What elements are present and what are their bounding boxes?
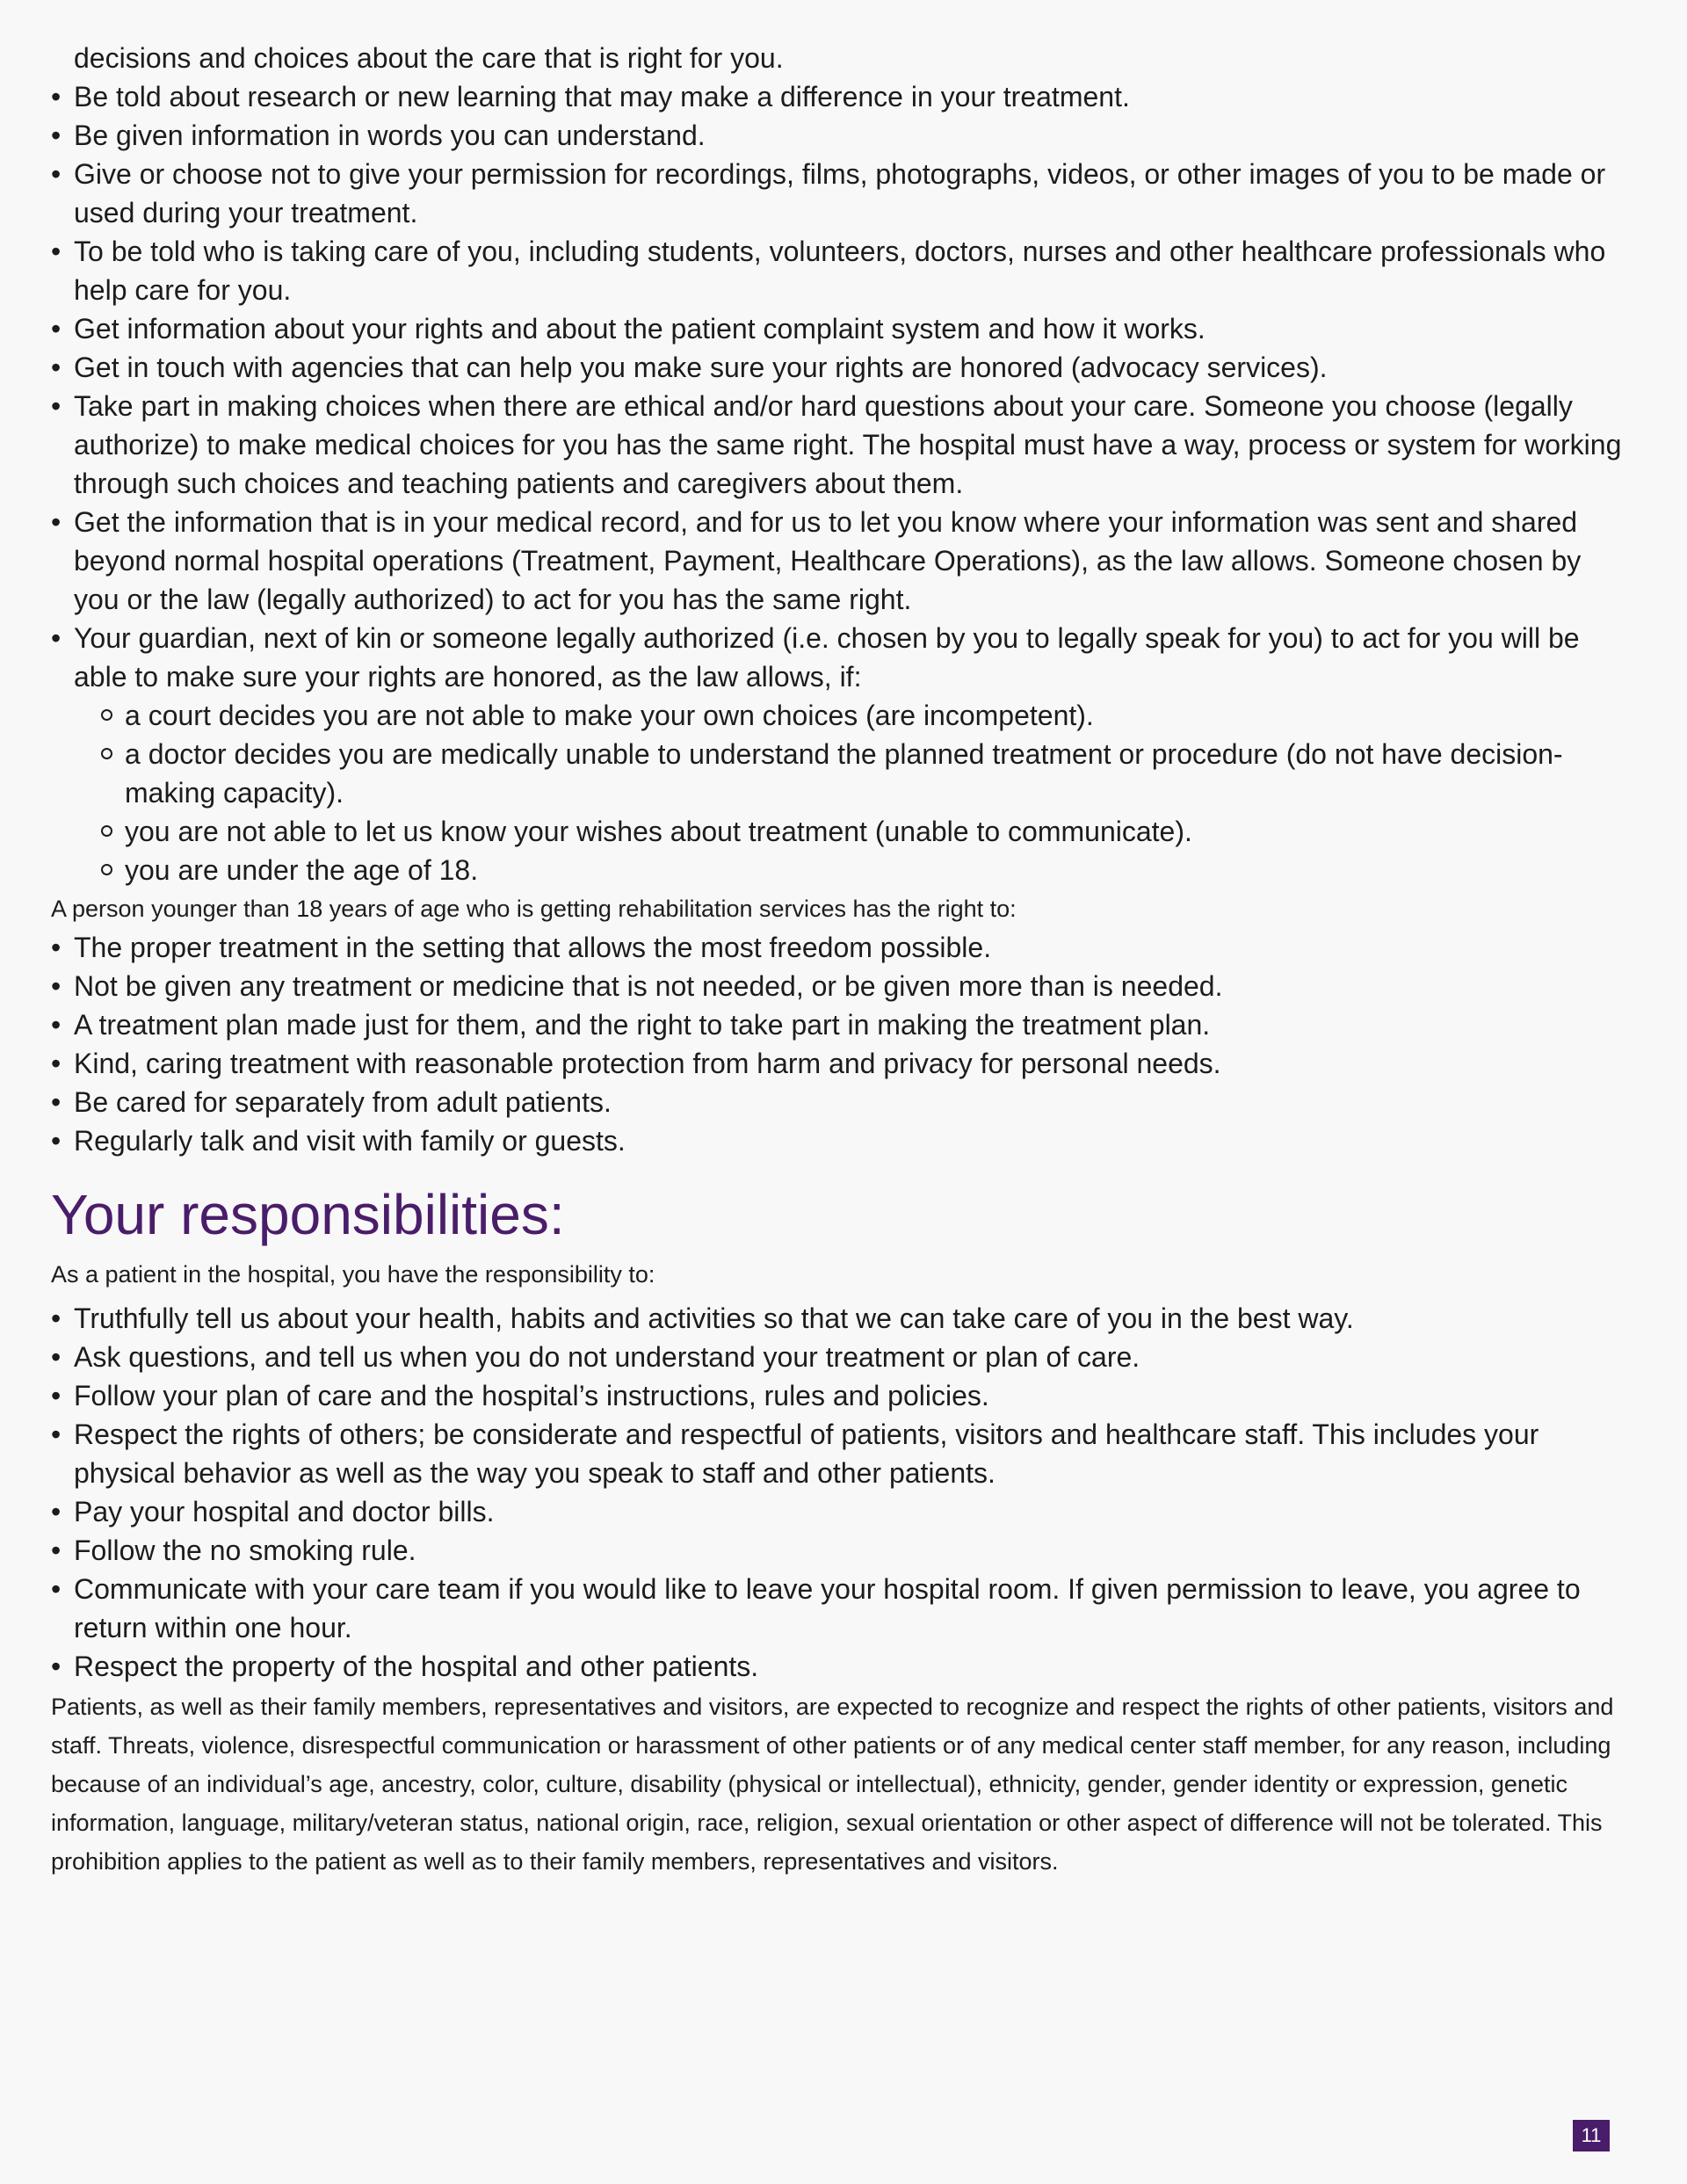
bullet-icon: • [51,1419,62,1450]
bullet-icon: • [51,352,62,383]
bullet-icon: • [51,1048,62,1079]
list-item-text: Be cared for separately from adult patients. [74,1086,612,1118]
list-item [51,503,1633,619]
bullet-icon: • [51,313,62,345]
list-item [51,309,1633,348]
sub-list-item [51,696,1633,735]
sub-list-item-text: you are under the age of 18. [125,854,479,886]
bullet-icon: • [51,158,62,190]
bullet-icon: • [51,1341,62,1373]
list-item-text: Respect the property of the hospital and other patients. [74,1651,759,1682]
list-item-text: Your guardian, next of kin or someone legally authorized (i.e. chosen by you to legally speak for you) to act for you will be able to make sure your rights are honored, as the law allows, if: [74,622,1580,693]
list-item-text: Pay your hospital and doctor bills. [74,1496,495,1527]
hollow-circle-bullet-icon [101,864,112,875]
bullet-icon: • [51,1302,62,1334]
list-item-text: Be told about research or new learning that may make a difference in your treatment. [74,81,1130,112]
list-item [51,77,1633,116]
list-item [51,1338,1633,1376]
conduct-paragraph: Patients, as well as their family members, representatives and visitors, are expected to recognize and respect the rights of other patients, visitors and staff. Threats, violence, disrespectful communication or harassment of other patients or of any medical center staff member, for any reason, including because of an individual’s age, ancestry, color, culture, disability (physical or intellectual), ethnicity, gender, gender identity or expression, genetic information, language, military/veteran status, national origin, race, religion, sexual orientation or other aspect of difference will not be tolerated. This prohibition applies to the patient as well as to their family members, representatives and visitors. [51,1694,1614,1875]
list-item-text: Truthfully tell us about your health, habits and activities so that we can take care of you in the best way. [74,1302,1354,1334]
list-item-text: Communicate with your care team if you would like to leave your hospital room. If given permission to leave, you agree to return within one hour. [74,1573,1581,1643]
hollow-circle-bullet-icon [101,709,112,721]
list-item-text: Regularly talk and visit with family or guests. [74,1125,626,1157]
list-item [51,967,1633,1005]
rights-list [51,77,1633,696]
list-item [51,1121,1633,1160]
sub-list-item [51,812,1633,851]
list-item [51,1083,1633,1121]
list-item-text: Get in touch with agencies that can help you make sure your rights are honored (advocacy services). [74,352,1328,383]
minors-rights-list [51,928,1633,1160]
sub-list-item-text: you are not able to let us know your wishes about treatment (unable to communicate). [125,816,1192,847]
list-item-text: A treatment plan made just for them, and the right to take part in making the treatment plan. [74,1009,1211,1041]
list-item [51,1376,1633,1415]
bullet-icon: • [51,1009,62,1041]
list-item-text: Take part in making choices when there are ethical and/or hard questions about your care. Someone you choose (legally authorize) to make medical choices for you has the same right. The hospital must have a way, process or system for working through such choices and teaching patients and caregivers about them. [74,390,1622,499]
sub-list-item-text: a court decides you are not able to make your own choices (are incompetent). [125,700,1094,731]
list-item-text: Follow the no smoking rule. [74,1535,416,1566]
list-item-text: Kind, caring treatment with reasonable protection from harm and privacy for personal needs. [74,1048,1221,1079]
list-item-text: Ask questions, and tell us when you do not understand your treatment or plan of care. [74,1341,1140,1373]
section-heading: Your responsibilities: [51,1183,565,1246]
responsibilities-intro: As a patient in the hospital, you have the responsibility to: [51,1261,655,1288]
list-item [51,1415,1633,1492]
list-item [51,232,1633,309]
list-item [51,1299,1633,1338]
list-item-text: Respect the rights of others; be considerate and respectful of patients, visitors and healthcare staff. This includes your physical behavior as well as the way you speak to staff and other patients. [74,1419,1539,1489]
responsibilities-list [51,1299,1633,1686]
bullet-icon: • [51,390,62,422]
list-item [51,1647,1633,1686]
list-item [51,928,1633,967]
bullet-icon: • [51,81,62,112]
list-item-text: Give or choose not to give your permission for recordings, films, photographs, videos, or other images of you to be made or used during your treatment. [74,158,1606,229]
minors-intro: A person younger than 18 years of age who is getting rehabilitation services has the right to: [51,896,1017,922]
bullet-icon: • [51,932,62,963]
list-item-text: Be given information in words you can understand. [74,120,706,151]
list-item [51,348,1633,387]
hollow-circle-bullet-icon [101,825,112,837]
bullet-icon: • [51,120,62,151]
list-item [51,116,1633,155]
bullet-icon: • [51,1380,62,1411]
list-item [51,155,1633,232]
hollow-circle-bullet-icon [101,748,112,759]
bullet-icon: • [51,1125,62,1157]
bullet-icon: • [51,1086,62,1118]
list-item [51,387,1633,503]
list-item [51,1531,1633,1570]
list-item [51,619,1633,696]
list-item [51,1044,1633,1083]
bullet-icon: • [51,622,62,654]
rights-carryover-text: decisions and choices about the care that is right for you. [74,42,784,74]
bullet-icon: • [51,506,62,538]
document-page [51,39,1633,1905]
bullet-icon: • [51,1535,62,1566]
bullet-icon: • [51,236,62,267]
list-item [51,1570,1633,1647]
list-item-text: Get the information that is in your medical record, and for us to let you know where your information was sent and shared beyond normal hospital operations (Treatment, Payment, Healthcare Operations), as the law allows. Someone chosen by you or the law (legally authorized) to act for you has the same right. [74,506,1582,615]
bullet-icon: • [51,1573,62,1605]
list-item-text: Follow your plan of care and the hospital’s instructions, rules and policies. [74,1380,989,1411]
page-number: 11 [1573,2120,1610,2151]
list-item [51,1492,1633,1531]
list-item-text: To be told who is taking care of you, including students, volunteers, doctors, nurses and other healthcare professionals who help care for you. [74,236,1606,306]
sub-list-item-text: a doctor decides you are medically unable to understand the planned treatment or procedure (do not have decision-making capacity). [125,738,1563,809]
guardian-conditions-list [51,696,1633,889]
bullet-icon: • [51,1651,62,1682]
sub-list-item [51,851,1633,889]
list-item [51,1005,1633,1044]
list-item-text: Get information about your rights and about the patient complaint system and how it works. [74,313,1206,345]
list-item-text: The proper treatment in the setting that allows the most freedom possible. [74,932,992,963]
bullet-icon: • [51,970,62,1002]
sub-list-item [51,735,1633,812]
list-item-text: Not be given any treatment or medicine that is not needed, or be given more than is needed. [74,970,1223,1002]
bullet-icon: • [51,1496,62,1527]
